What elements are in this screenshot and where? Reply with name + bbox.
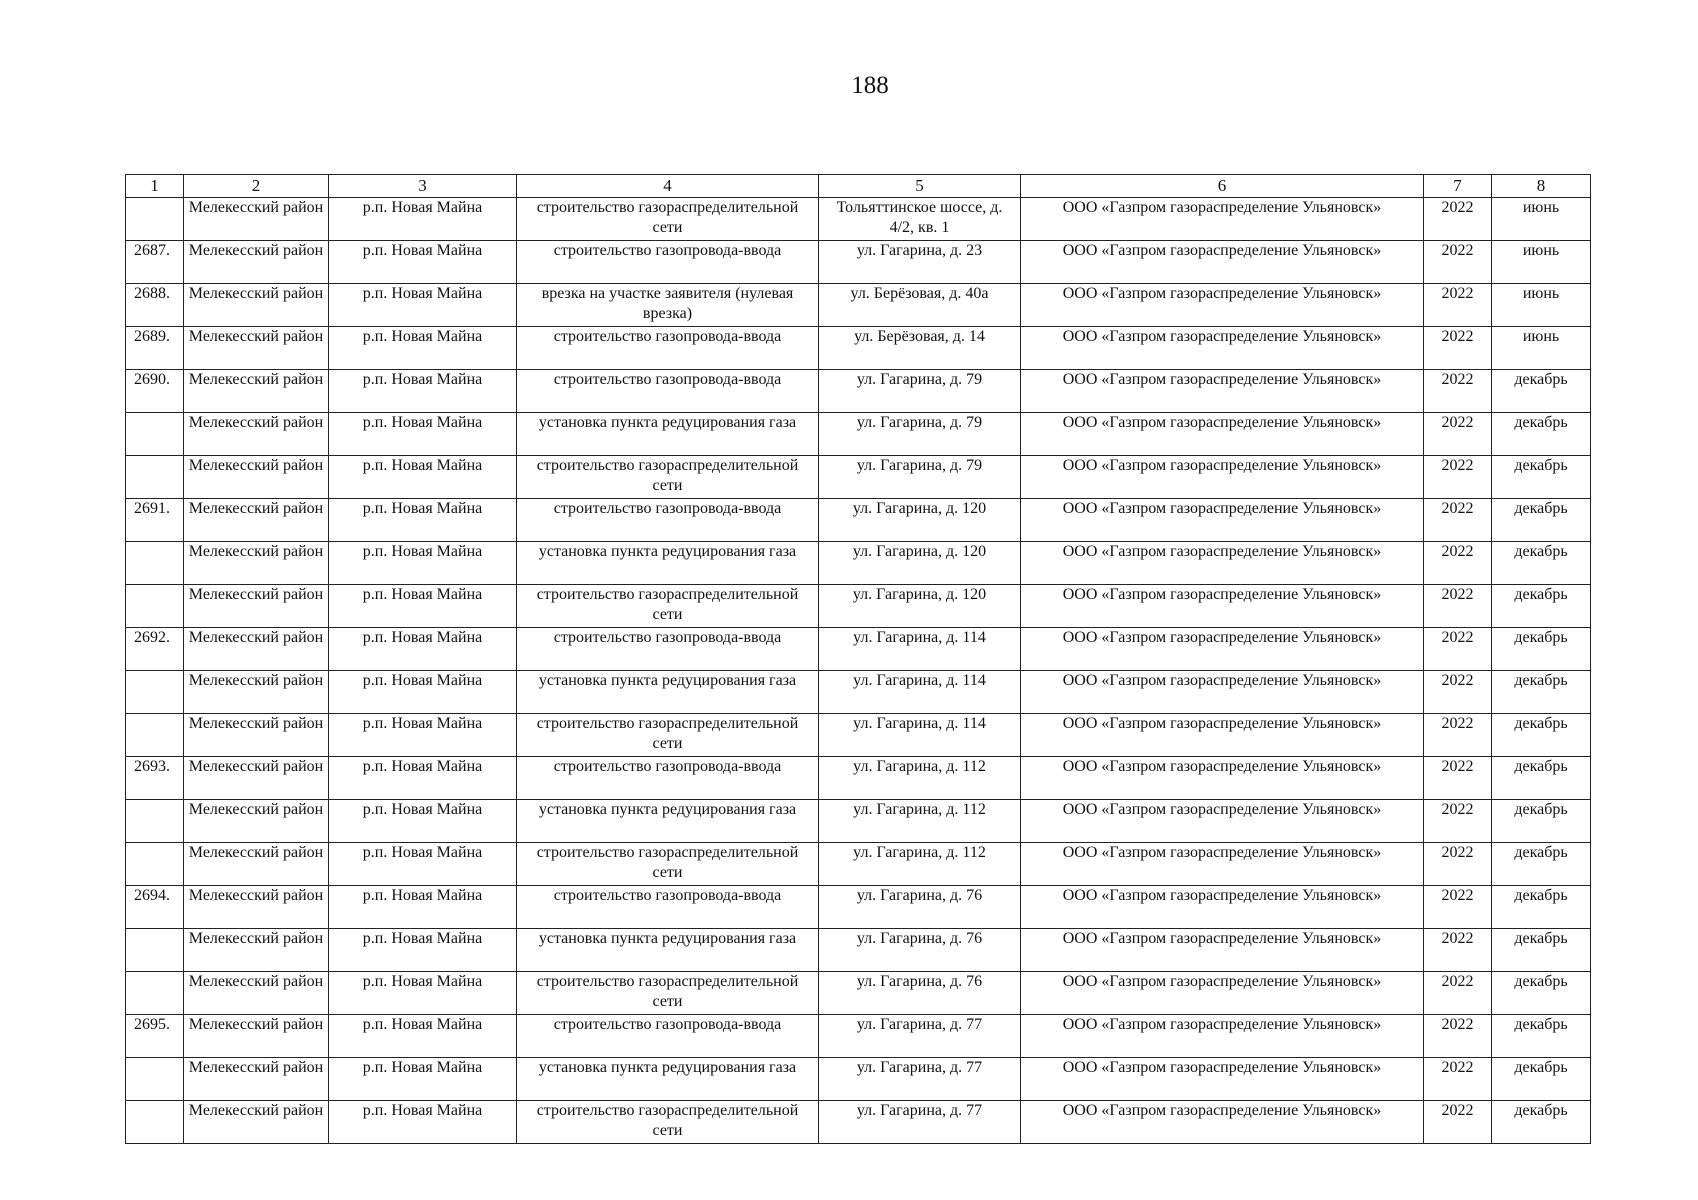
year-cell: 2022 [1424, 499, 1492, 542]
month-cell: декабрь [1492, 1015, 1591, 1058]
table-row [126, 800, 1591, 843]
settlement-cell: р.п. Новая Майна [329, 628, 517, 671]
column-header-6: 6 [1021, 175, 1424, 198]
year-cell: 2022 [1424, 628, 1492, 671]
month-cell: июнь [1492, 198, 1591, 241]
organization-cell: ООО «Газпром газораспределение Ульяновск» [1021, 499, 1424, 542]
month-cell: декабрь [1492, 1058, 1591, 1101]
district-cell: Мелекесский район [184, 800, 329, 843]
month-cell: декабрь [1492, 456, 1591, 499]
work-type-cell: строительство газопровода-ввода [517, 886, 819, 929]
column-header-1: 1 [126, 175, 184, 198]
work-type-cell: строительство газораспределительной сети [517, 843, 819, 886]
table-row [126, 370, 1591, 413]
row-number [126, 456, 184, 499]
table-row [126, 1015, 1591, 1058]
address-cell: ул. Берёзовая, д. 14 [819, 327, 1021, 370]
month-cell: декабрь [1492, 413, 1591, 456]
month-cell: декабрь [1492, 499, 1591, 542]
settlement-cell: р.п. Новая Майна [329, 327, 517, 370]
work-type-cell: установка пункта редуцирования газа [517, 800, 819, 843]
work-type-cell: строительство газораспределительной сети [517, 1101, 819, 1144]
district-cell: Мелекесский район [184, 671, 329, 714]
settlement-cell: р.п. Новая Майна [329, 241, 517, 284]
table-row [126, 714, 1591, 757]
work-type-cell: установка пункта редуцирования газа [517, 413, 819, 456]
district-cell: Мелекесский район [184, 1015, 329, 1058]
month-cell: декабрь [1492, 585, 1591, 628]
district-cell: Мелекесский район [184, 714, 329, 757]
table-row [126, 284, 1591, 327]
organization-cell: ООО «Газпром газораспределение Ульяновск» [1021, 800, 1424, 843]
district-cell: Мелекесский район [184, 843, 329, 886]
district-cell: Мелекесский район [184, 1101, 329, 1144]
work-type-cell: строительство газораспределительной сети [517, 585, 819, 628]
month-cell: декабрь [1492, 757, 1591, 800]
organization-cell: ООО «Газпром газораспределение Ульяновск» [1021, 671, 1424, 714]
column-header-2: 2 [184, 175, 329, 198]
address-cell: ул. Гагарина, д. 77 [819, 1101, 1021, 1144]
month-cell: декабрь [1492, 542, 1591, 585]
table-row [126, 1058, 1591, 1101]
organization-cell: ООО «Газпром газораспределение Ульяновск» [1021, 542, 1424, 585]
organization-cell: ООО «Газпром газораспределение Ульяновск» [1021, 198, 1424, 241]
year-cell: 2022 [1424, 456, 1492, 499]
month-cell: декабрь [1492, 628, 1591, 671]
address-cell: ул. Гагарина, д. 77 [819, 1015, 1021, 1058]
year-cell: 2022 [1424, 671, 1492, 714]
table-row [126, 843, 1591, 886]
month-cell: декабрь [1492, 886, 1591, 929]
work-type-cell: строительство газопровода-ввода [517, 370, 819, 413]
table-row [126, 886, 1591, 929]
settlement-cell: р.п. Новая Майна [329, 585, 517, 628]
table-row [126, 542, 1591, 585]
table-row [126, 757, 1591, 800]
month-cell: декабрь [1492, 1101, 1591, 1144]
district-cell: Мелекесский район [184, 1058, 329, 1101]
year-cell: 2022 [1424, 370, 1492, 413]
table-row [126, 1101, 1591, 1144]
row-number: 2692. [126, 628, 184, 671]
settlement-cell: р.п. Новая Майна [329, 198, 517, 241]
year-cell: 2022 [1424, 327, 1492, 370]
row-number [126, 714, 184, 757]
district-cell: Мелекесский район [184, 284, 329, 327]
organization-cell: ООО «Газпром газораспределение Ульяновск» [1021, 284, 1424, 327]
district-cell: Мелекесский район [184, 972, 329, 1015]
year-cell: 2022 [1424, 585, 1492, 628]
settlement-cell: р.п. Новая Майна [329, 714, 517, 757]
month-cell: декабрь [1492, 843, 1591, 886]
year-cell: 2022 [1424, 800, 1492, 843]
month-cell: декабрь [1492, 800, 1591, 843]
settlement-cell: р.п. Новая Майна [329, 671, 517, 714]
table-row [126, 456, 1591, 499]
district-cell: Мелекесский район [184, 929, 329, 972]
table-row [126, 585, 1591, 628]
row-number [126, 585, 184, 628]
settlement-cell: р.п. Новая Майна [329, 1015, 517, 1058]
address-cell: ул. Гагарина, д. 79 [819, 413, 1021, 456]
address-cell: ул. Гагарина, д. 114 [819, 628, 1021, 671]
work-type-cell: строительство газораспределительной сети [517, 456, 819, 499]
month-cell: июнь [1492, 241, 1591, 284]
settlement-cell: р.п. Новая Майна [329, 886, 517, 929]
settlement-cell: р.п. Новая Майна [329, 1058, 517, 1101]
district-cell: Мелекесский район [184, 585, 329, 628]
row-number: 2693. [126, 757, 184, 800]
row-number [126, 972, 184, 1015]
month-cell: декабрь [1492, 929, 1591, 972]
district-cell: Мелекесский район [184, 456, 329, 499]
year-cell: 2022 [1424, 757, 1492, 800]
work-type-cell: строительство газораспределительной сети [517, 198, 819, 241]
table-row [126, 413, 1591, 456]
work-type-cell: строительство газораспределительной сети [517, 714, 819, 757]
year-cell: 2022 [1424, 972, 1492, 1015]
address-cell: ул. Гагарина, д. 112 [819, 757, 1021, 800]
table-row [126, 628, 1591, 671]
work-type-cell: врезка на участке заявителя (нулевая врезка) [517, 284, 819, 327]
year-cell: 2022 [1424, 1101, 1492, 1144]
column-header-4: 4 [517, 175, 819, 198]
work-type-cell: строительство газопровода-ввода [517, 241, 819, 284]
organization-cell: ООО «Газпром газораспределение Ульяновск» [1021, 370, 1424, 413]
district-cell: Мелекесский район [184, 886, 329, 929]
address-cell: ул. Гагарина, д. 79 [819, 456, 1021, 499]
header-row [126, 175, 1591, 198]
settlement-cell: р.п. Новая Майна [329, 284, 517, 327]
row-number [126, 929, 184, 972]
district-cell: Мелекесский район [184, 370, 329, 413]
settlement-cell: р.п. Новая Майна [329, 456, 517, 499]
register-table [125, 174, 1591, 1144]
address-cell: ул. Гагарина, д. 114 [819, 714, 1021, 757]
year-cell: 2022 [1424, 413, 1492, 456]
table-row [126, 499, 1591, 542]
year-cell: 2022 [1424, 714, 1492, 757]
table-row [126, 671, 1591, 714]
address-cell: ул. Гагарина, д. 120 [819, 499, 1021, 542]
address-cell: ул. Гагарина, д. 23 [819, 241, 1021, 284]
organization-cell: ООО «Газпром газораспределение Ульяновск» [1021, 886, 1424, 929]
district-cell: Мелекесский район [184, 413, 329, 456]
district-cell: Мелекесский район [184, 542, 329, 585]
work-type-cell: строительство газопровода-ввода [517, 628, 819, 671]
year-cell: 2022 [1424, 284, 1492, 327]
row-number [126, 1101, 184, 1144]
district-cell: Мелекесский район [184, 757, 329, 800]
address-cell: ул. Гагарина, д. 79 [819, 370, 1021, 413]
year-cell: 2022 [1424, 1058, 1492, 1101]
settlement-cell: р.п. Новая Майна [329, 370, 517, 413]
month-cell: декабрь [1492, 972, 1591, 1015]
district-cell: Мелекесский район [184, 241, 329, 284]
work-type-cell: установка пункта редуцирования газа [517, 1058, 819, 1101]
month-cell: июнь [1492, 327, 1591, 370]
row-number: 2688. [126, 284, 184, 327]
address-cell: ул. Гагарина, д. 112 [819, 843, 1021, 886]
column-header-8: 8 [1492, 175, 1591, 198]
settlement-cell: р.п. Новая Майна [329, 843, 517, 886]
organization-cell: ООО «Газпром газораспределение Ульяновск» [1021, 929, 1424, 972]
row-number [126, 843, 184, 886]
year-cell: 2022 [1424, 542, 1492, 585]
organization-cell: ООО «Газпром газораспределение Ульяновск» [1021, 585, 1424, 628]
month-cell: декабрь [1492, 370, 1591, 413]
address-cell: ул. Гагарина, д. 120 [819, 542, 1021, 585]
row-number [126, 542, 184, 585]
row-number: 2690. [126, 370, 184, 413]
address-cell: ул. Гагарина, д. 76 [819, 929, 1021, 972]
table-row [126, 241, 1591, 284]
organization-cell: ООО «Газпром газораспределение Ульяновск» [1021, 413, 1424, 456]
address-cell: ул. Гагарина, д. 114 [819, 671, 1021, 714]
organization-cell: ООО «Газпром газораспределение Ульяновск» [1021, 241, 1424, 284]
row-number: 2695. [126, 1015, 184, 1058]
address-cell: Тольяттинское шоссе, д. 4/2, кв. 1 [819, 198, 1021, 241]
organization-cell: ООО «Газпром газораспределение Ульяновск» [1021, 1058, 1424, 1101]
work-type-cell: установка пункта редуцирования газа [517, 929, 819, 972]
row-number: 2687. [126, 241, 184, 284]
row-number [126, 671, 184, 714]
column-header-7: 7 [1424, 175, 1492, 198]
settlement-cell: р.п. Новая Майна [329, 1101, 517, 1144]
settlement-cell: р.п. Новая Майна [329, 972, 517, 1015]
organization-cell: ООО «Газпром газораспределение Ульяновск» [1021, 1015, 1424, 1058]
year-cell: 2022 [1424, 198, 1492, 241]
page-number: 188 [851, 72, 889, 99]
year-cell: 2022 [1424, 241, 1492, 284]
row-number: 2694. [126, 886, 184, 929]
organization-cell: ООО «Газпром газораспределение Ульяновск» [1021, 972, 1424, 1015]
work-type-cell: установка пункта редуцирования газа [517, 671, 819, 714]
month-cell: декабрь [1492, 671, 1591, 714]
district-cell: Мелекесский район [184, 628, 329, 671]
district-cell: Мелекесский район [184, 499, 329, 542]
district-cell: Мелекесский район [184, 327, 329, 370]
table-body [126, 198, 1591, 1144]
year-cell: 2022 [1424, 1015, 1492, 1058]
year-cell: 2022 [1424, 886, 1492, 929]
month-cell: июнь [1492, 284, 1591, 327]
address-cell: ул. Гагарина, д. 76 [819, 886, 1021, 929]
settlement-cell: р.п. Новая Майна [329, 499, 517, 542]
settlement-cell: р.п. Новая Майна [329, 542, 517, 585]
settlement-cell: р.п. Новая Майна [329, 413, 517, 456]
organization-cell: ООО «Газпром газораспределение Ульяновск» [1021, 456, 1424, 499]
row-number: 2689. [126, 327, 184, 370]
settlement-cell: р.п. Новая Майна [329, 929, 517, 972]
organization-cell: ООО «Газпром газораспределение Ульяновск» [1021, 757, 1424, 800]
settlement-cell: р.п. Новая Майна [329, 757, 517, 800]
row-number [126, 800, 184, 843]
work-type-cell: строительство газораспределительной сети [517, 972, 819, 1015]
row-number [126, 198, 184, 241]
column-header-3: 3 [329, 175, 517, 198]
settlement-cell: р.п. Новая Майна [329, 800, 517, 843]
column-header-5: 5 [819, 175, 1021, 198]
table-row [126, 929, 1591, 972]
work-type-cell: строительство газопровода-ввода [517, 757, 819, 800]
address-cell: ул. Гагарина, д. 120 [819, 585, 1021, 628]
table-row [126, 198, 1591, 241]
work-type-cell: установка пункта редуцирования газа [517, 542, 819, 585]
table-row [126, 327, 1591, 370]
row-number [126, 1058, 184, 1101]
organization-cell: ООО «Газпром газораспределение Ульяновск» [1021, 843, 1424, 886]
year-cell: 2022 [1424, 843, 1492, 886]
district-cell: Мелекесский район [184, 198, 329, 241]
address-cell: ул. Берёзовая, д. 40а [819, 284, 1021, 327]
address-cell: ул. Гагарина, д. 76 [819, 972, 1021, 1015]
address-cell: ул. Гагарина, д. 112 [819, 800, 1021, 843]
table-row [126, 972, 1591, 1015]
work-type-cell: строительство газопровода-ввода [517, 327, 819, 370]
work-type-cell: строительство газопровода-ввода [517, 1015, 819, 1058]
organization-cell: ООО «Газпром газораспределение Ульяновск» [1021, 1101, 1424, 1144]
organization-cell: ООО «Газпром газораспределение Ульяновск» [1021, 714, 1424, 757]
table-header [126, 175, 1591, 198]
organization-cell: ООО «Газпром газораспределение Ульяновск» [1021, 327, 1424, 370]
row-number [126, 413, 184, 456]
organization-cell: ООО «Газпром газораспределение Ульяновск» [1021, 628, 1424, 671]
row-number: 2691. [126, 499, 184, 542]
address-cell: ул. Гагарина, д. 77 [819, 1058, 1021, 1101]
month-cell: декабрь [1492, 714, 1591, 757]
work-type-cell: строительство газопровода-ввода [517, 499, 819, 542]
year-cell: 2022 [1424, 929, 1492, 972]
